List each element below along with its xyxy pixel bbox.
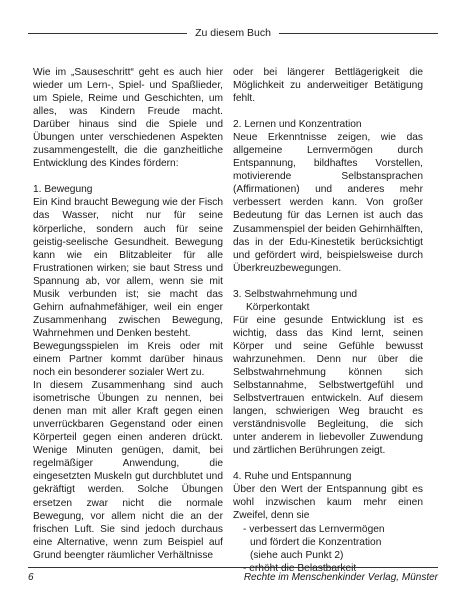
paragraph-isometrische-uebungen: In diesem Zusammenhang sind auch isometrische Übungen zu nennen, bei denen man mit aller Kraft gegen einen unverrückbaren Gegenstand oder einen Körperteil gegen einen anderen drückt. Wenige Minuten genügen, damit, bei regelmäßiger Anwendung, die eingesetzten Muskeln gut durchblutet und gekräftigt werden. Solche Übungen ersetzen zwar nicht die normale Bewegung, vor allem nicht die an der frischen Luft. Sie sind jedoch durchaus eine Alternative, wenn zum Beispiel auf Grund beengter räumlicher Verhältnisse <box>33 380 223 561</box>
paragraph-bewegung: Ein Kind braucht Bewegung wie der Fisch das Wasser, nicht nur für seine körperliche, sondern auch für seine geistig-seelische Gesundheit. Bewegung kann wie ein Blitzableiter für alle Frustrationen wirken; sie baut Stress und Spannung ab, vor allem, wenn sie mit Musik verbunden ist; sie macht das Gehirn aufnahmefähiger, weil ein enger Zusammenhang zwischen Bewegung, Wahrnehmen und Denken besteht. <box>33 197 223 339</box>
section-heading-selbstwahrnehmung-line2: Körperkontakt <box>246 301 310 313</box>
left-column <box>33 66 223 562</box>
publisher-credit: Rechte im Menschenkinder Verlag, Münster <box>243 572 438 583</box>
paragraph-bewegungsspiele: Bewegungsspielen im Kreis oder mit einem Partner kommt darüber hinaus noch ein besonderer sozialer Wert zu. <box>33 340 223 379</box>
list-item: (siehe auch Punkt 2) <box>250 549 344 561</box>
header-title: Zu diesem Buch <box>195 27 271 39</box>
section-heading-entspannung: 4. Ruhe und Entspannung <box>233 471 352 483</box>
header-rule-right <box>279 33 438 34</box>
intro-paragraph: Wie im „Sauseschritt“ geht es auch hier wieder um Lern-, Spiel- und Spaßlieder, um Spiele, Reime und Geschichten, um alles, was Kindern Freude macht. Darüber hinaus sind die Spiele und Übungen unter verschiedenen Aspekten zusammengestellt, die die ganzheitliche Entwicklung des Kindes fördern: <box>33 67 223 170</box>
paragraph-lernen: Neue Erkenntnisse zeigen, wie das allgemeine Lernvermögen durch Entspannung, bildhaftes Vorstellen, motivierende Selbstansprachen (Affirmationen) und anderes mehr verbessert werden kann. Von großer Bedeutung für das Lernen ist auch das Zusammenspiel der beiden Gehirnhälften, das in der Edu-Kinestetik berücksichtigt und gefördert wird, beispielsweise durch Überkreuzbewegungen. <box>233 132 423 274</box>
list-item: - verbessert das Lernvermögen <box>243 523 385 535</box>
paragraph-continuation: oder bei längerer Bettlägerigkeit die Möglichkeit zu anderweitiger Betätigung fehlt. <box>233 67 423 105</box>
section-heading-selbstwahrnehmung-line1: 3. Selbstwahrnehmung und <box>233 288 358 300</box>
list-item: und fördert die Konzentration <box>250 536 382 548</box>
page-footer <box>28 567 438 583</box>
running-header <box>28 26 438 40</box>
list-item: - erhöht die Belastbarkeit <box>243 562 357 574</box>
page-number: 6 <box>28 572 34 583</box>
section-heading-lernen: 2. Lernen und Konzentration <box>233 119 362 131</box>
paragraph-entspannung: Über den Wert der Entspannung gibt es wohl inzwischen kaum mehr einen Zweifel, denn sie <box>233 484 423 522</box>
right-column <box>233 66 423 575</box>
paragraph-selbstwahrnehmung: Für eine gesunde Entwicklung ist es wichtig, dass das Kind lernt, seinen Körper und seine Gefühle bewusst wahrzunehmen. Denn nur über die Selbstwahrnehmung können sich Selbstannahme, Selbstwertgefühl und Selbstvertrauen entwickeln. Auf diesem langen, schwierigen Weg braucht es verständnisvolle Begleitung, die sich unter anderem in liebevoller Zuwendung und zärtlichen Berührungen zeigt. <box>233 314 423 457</box>
section-heading-bewegung: 1. Bewegung <box>33 184 93 196</box>
header-rule-left <box>28 33 187 34</box>
